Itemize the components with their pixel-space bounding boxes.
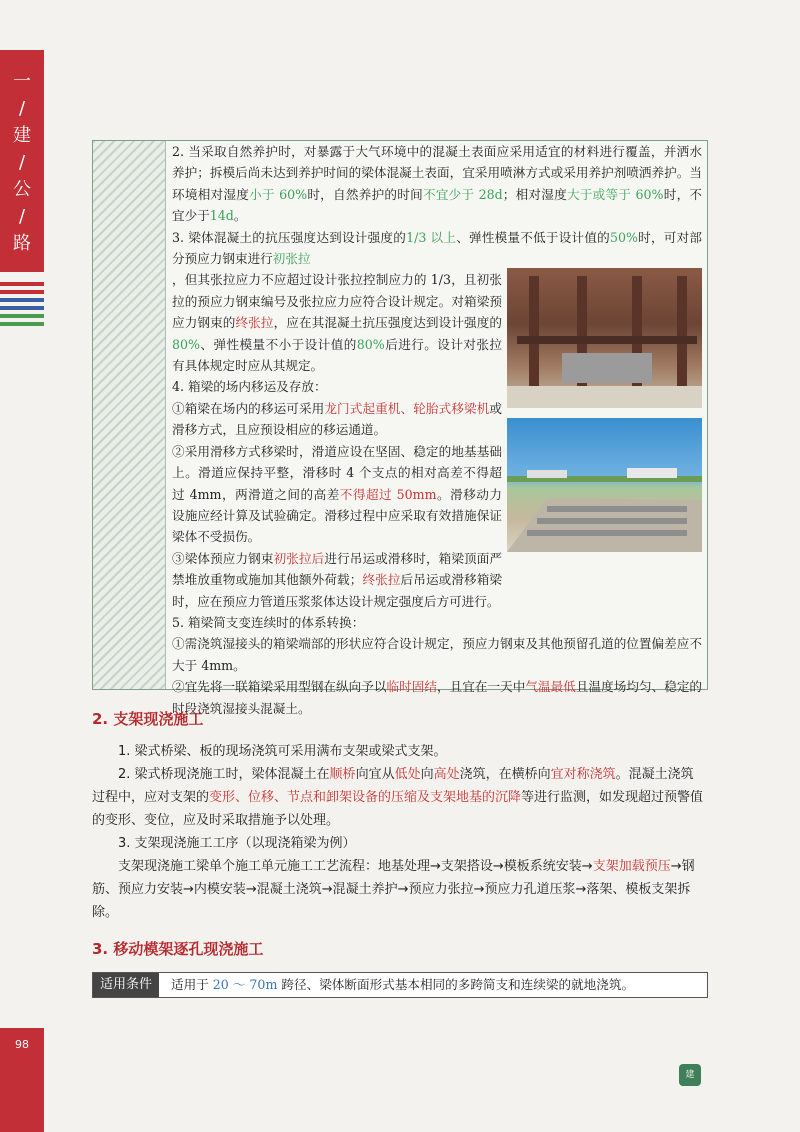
publisher-logo-icon: 建: [679, 1064, 701, 1086]
highlight: 50%: [609, 229, 638, 245]
conditions-label: 适用条件: [93, 973, 159, 997]
text: 适用于: [171, 977, 209, 992]
text: 支架现浇施工梁单个施工单元施工工艺流程：地基处理→支架搭设→模板系统安装→: [118, 859, 593, 874]
panel-narrow-column: [172, 269, 502, 612]
color-stripes: [0, 282, 44, 330]
highlight: 20 ～ 70m: [212, 977, 278, 992]
text: →钢筋、预应力安装→内模安装→混凝土浇筑→混凝土养护→预应力张拉→预应力孔道压浆→落架、模板支架拆除。: [92, 859, 695, 920]
highlight: 初张拉: [272, 251, 311, 267]
panel-p4-3: [172, 548, 502, 612]
text: 时，可对部分预应力钢束进行: [172, 229, 702, 267]
page-number-tab: [0, 1028, 44, 1132]
section2-p2: [92, 763, 706, 832]
text: ，应在其混凝土抗压强度达到设计强度的: [273, 315, 503, 331]
text: 后进行。设计对张拉有具体规定时应从其规定。: [172, 336, 503, 374]
highlight: 顺桥: [329, 767, 356, 782]
text: ②采用滑移方式移梁时，滑道应设在坚固、稳定的地基基础上。滑道应保持平整，滑移时 4 个支点的相对高差不得超过 4mm，两滑道之间的高差: [172, 443, 502, 502]
text: ③梁体预应力钢束: [172, 550, 274, 566]
highlight: 临时固结: [386, 679, 438, 695]
highlight: 支架加载预压: [592, 859, 671, 874]
panel-p5-2: [172, 676, 702, 719]
chapter-title: 一 / 建 / 公 / 路: [13, 71, 31, 254]
highlight: 高处: [433, 767, 460, 782]
text: 。: [233, 208, 247, 224]
highlight: 气温最低: [525, 679, 576, 695]
panel-text: [172, 141, 702, 719]
highlight: 龙门式起重机、轮胎式移梁机: [324, 400, 490, 416]
panel-p5-1: ①需浇筑湿接头的箱梁端部的形状应符合设计规定，预应力钢束及其他预留孔道的位置偏差应不大于 4mm。: [172, 636, 702, 673]
text: 后吊运或滑移箱梁时，应在预应力管道压浆浆体达设计规定强度后方可进行。: [172, 572, 503, 609]
applicable-conditions-bar: [92, 972, 708, 998]
section2-p3: 3. 支架现浇施工工序（以现浇箱梁为例）: [118, 836, 356, 851]
panel-p4-title: 4. 箱梁的场内移运及存放：: [172, 379, 327, 395]
highlight: 终张拉: [362, 572, 401, 588]
panel-p4-1: [172, 398, 502, 441]
text: 时，不宜少于: [172, 186, 703, 224]
text: ，且宜在一天中: [437, 679, 526, 695]
highlight: 大于或等于 60%: [566, 186, 664, 202]
text: 向宜从: [355, 767, 395, 782]
text: 、弹性模量不低于设计值的: [456, 229, 610, 245]
panel-p3-rest: [172, 269, 502, 376]
text: ；相对湿度: [502, 186, 567, 202]
section2-body: [92, 740, 706, 924]
highlight: 宜对称浇筑: [550, 767, 616, 782]
panel-hatch: [93, 141, 165, 689]
chapter-side-tab: [0, 50, 44, 272]
page-number: 98: [15, 1038, 29, 1051]
text: 时，自然养护的时间: [307, 186, 423, 202]
text: 。滑移动力设施应经计算及试验确定。滑移过程中应采取有效措施保证梁体不受损伤。: [172, 486, 502, 545]
highlight: 80%: [172, 336, 200, 352]
highlight: 14d: [209, 208, 234, 224]
panel-p5-title: 5. 箱梁简支变连续时的体系转换：: [172, 614, 365, 630]
highlight: 不宜少于 28d: [422, 186, 503, 202]
highlight: 变形、位移、节点和卸架设备的压缩及支架地基的沉降: [209, 790, 522, 805]
highlight: 1/3 以上: [406, 229, 457, 245]
text: ②宜先将一联箱梁采用型钢在纵向予以: [172, 679, 387, 695]
text: 进行吊运或滑移时，箱梁顶面严禁堆放重物或施加其他额外荷载；: [172, 550, 503, 588]
text: 、弹性模量不小于设计值的: [200, 336, 357, 352]
text: 向: [420, 767, 434, 782]
panel-p2: [172, 141, 702, 227]
text: 浇筑，在横桥向: [459, 767, 551, 782]
text: ①箱梁在场内的移运可采用: [172, 400, 325, 416]
highlight: 小于 60%: [249, 186, 308, 202]
text: 3. 梁体混凝土的抗压强度达到设计强度的: [172, 229, 407, 245]
text: 。混凝土浇筑过程中，应对支架的: [92, 767, 694, 805]
highlight: 低处: [394, 767, 421, 782]
panel-p3-top: [172, 227, 702, 270]
text: 跨径、梁体断面形式基本相同的多跨简支和连续梁的就地浇筑。: [281, 977, 635, 992]
highlight: 80%: [356, 336, 385, 352]
text: 等进行监测，如发现超过预警值的变形、变位，应及时采取措施予以处理。: [92, 790, 704, 828]
text: 2. 当采取自然养护时，对暴露于大气环境中的混凝土表面应采用适宜的材料进行覆盖，并洒水养护；拆模后尚未达到养护时间的梁体混凝土表面，宜采用喷淋方式或采用养护剂喷洒养护。当环境相对湿度: [172, 144, 702, 202]
text: 2. 梁式桥现浇施工时，梁体混凝土在: [118, 767, 330, 782]
section3-title: 3. 移动模架逐孔现浇施工: [92, 940, 264, 958]
highlight: 终张拉: [235, 315, 274, 331]
section2-p4: [92, 855, 706, 924]
text: ，但其张拉应力不应超过设计张拉控制应力的 1/3，且初张拉的预应力钢束编号及张拉应力应符合设计规定。对箱梁预应力钢束的: [172, 272, 502, 331]
section2-p1: 1. 梁式桥梁、板的现场浇筑可采用满布支架或梁式支架。: [118, 744, 447, 759]
highlight: 初张拉后: [273, 550, 325, 566]
text: 且温度场均匀、稳定的时段浇筑湿接头混凝土。: [172, 679, 703, 716]
highlight: 不得超过 50mm: [339, 486, 437, 502]
section2-title: 2. 支架现浇施工: [92, 710, 204, 728]
panel-p4-2: [172, 441, 502, 548]
conditions-text: [171, 973, 634, 997]
text: 或滑移方式，且应预设相应的移运通道。: [172, 400, 503, 438]
